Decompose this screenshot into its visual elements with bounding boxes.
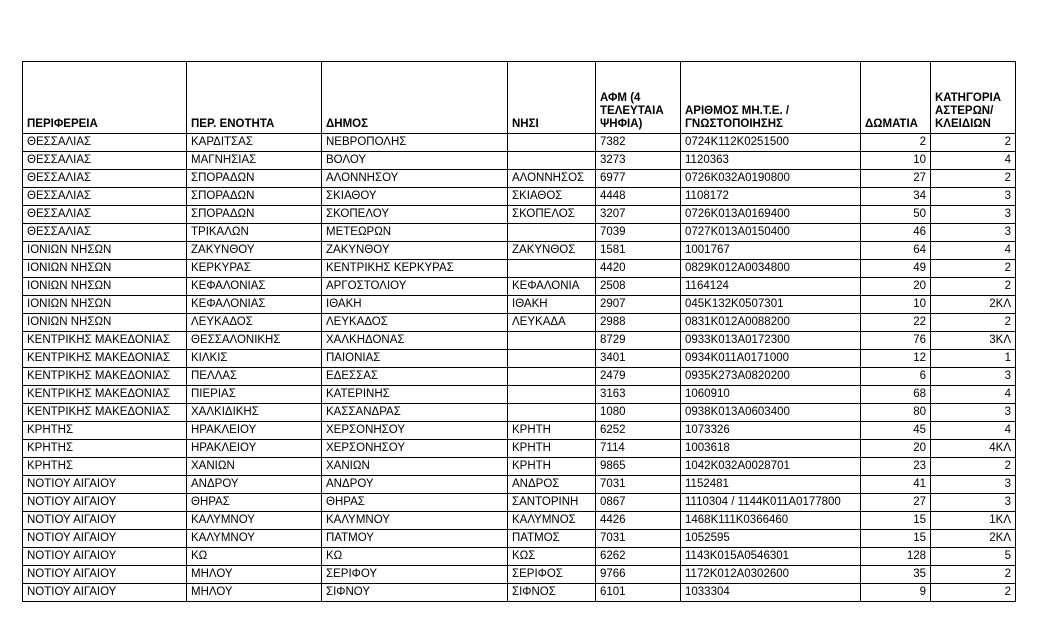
table-row <box>23 206 1016 224</box>
cell-regional-unit: ΜΗΛΟΥ <box>187 566 322 584</box>
table-row <box>23 224 1016 242</box>
cell-rooms: 76 <box>861 332 931 350</box>
table-row <box>23 476 1016 494</box>
cell-regional-unit: ΣΠΟΡΑΔΩΝ <box>187 188 322 206</box>
cell-category: 2 <box>931 134 1016 152</box>
table-row <box>23 152 1016 170</box>
table-row <box>23 170 1016 188</box>
cell-regional-unit: ΠΕΛΛΑΣ <box>187 368 322 386</box>
cell-municipality: ΧΕΡΣΟΝΗΣΟΥ <box>322 422 508 440</box>
cell-regional-unit: ΗΡΑΚΛΕΙΟΥ <box>187 440 322 458</box>
cell-tax-id: 0867 <box>596 494 681 512</box>
cell-tax-id: 6252 <box>596 422 681 440</box>
cell-region: ΝΟΤΙΟΥ ΑΙΓΑΙΟΥ <box>23 494 187 512</box>
cell-registry-number: 1172Κ012Α0302600 <box>681 566 861 584</box>
accommodation-table <box>22 61 1016 602</box>
cell-island: ΖΑΚΥΝΘΟΣ <box>508 242 596 260</box>
table-header-row <box>23 62 1016 134</box>
cell-registry-number: 0935Κ273Α0820200 <box>681 368 861 386</box>
cell-registry-number: 1003618 <box>681 440 861 458</box>
cell-region: ΚΕΝΤΡΙΚΗΣ ΜΑΚΕΔΟΝΙΑΣ <box>23 386 187 404</box>
cell-registry-number: 1033304 <box>681 584 861 602</box>
cell-region: ΝΟΤΙΟΥ ΑΙΓΑΙΟΥ <box>23 548 187 566</box>
cell-regional-unit: ΧΑΝΙΩΝ <box>187 458 322 476</box>
cell-municipality: ΚΑΣΣΑΝΔΡΑΣ <box>322 404 508 422</box>
cell-island <box>508 260 596 278</box>
cell-regional-unit: ΚΕΦΑΛΟΝΙΑΣ <box>187 278 322 296</box>
cell-island <box>508 386 596 404</box>
cell-category: 2 <box>931 584 1016 602</box>
cell-rooms: 15 <box>861 530 931 548</box>
cell-registry-number: 1143Κ015Α0546301 <box>681 548 861 566</box>
cell-regional-unit: ΘΗΡΑΣ <box>187 494 322 512</box>
cell-registry-number: 1152481 <box>681 476 861 494</box>
cell-regional-unit: ΖΑΚΥΝΘΟΥ <box>187 242 322 260</box>
cell-island <box>508 368 596 386</box>
cell-registry-number: 0831Κ012Α0088200 <box>681 314 861 332</box>
cell-municipality: ΘΗΡΑΣ <box>322 494 508 512</box>
table-row <box>23 494 1016 512</box>
cell-category: 4ΚΛ <box>931 440 1016 458</box>
cell-island: ΚΑΛΥΜΝΟΣ <box>508 512 596 530</box>
cell-regional-unit: ΚΕΡΚΥΡΑΣ <box>187 260 322 278</box>
table-row <box>23 422 1016 440</box>
cell-municipality: ΑΡΓΟΣΤΟΛΙΟΥ <box>322 278 508 296</box>
cell-region: ΙΟΝΙΩΝ ΝΗΣΩΝ <box>23 314 187 332</box>
cell-rooms: 41 <box>861 476 931 494</box>
cell-category: 2 <box>931 566 1016 584</box>
table-row <box>23 332 1016 350</box>
cell-island: ΚΡΗΤΗ <box>508 458 596 476</box>
cell-region: ΚΡΗΤΗΣ <box>23 458 187 476</box>
cell-regional-unit: ΚΕΦΑΛΟΝΙΑΣ <box>187 296 322 314</box>
cell-island: ΣΕΡΙΦΟΣ <box>508 566 596 584</box>
cell-island: ΚΕΦΑΛΟΝΙΑ <box>508 278 596 296</box>
cell-rooms: 6 <box>861 368 931 386</box>
cell-tax-id: 9865 <box>596 458 681 476</box>
cell-category: 2 <box>931 458 1016 476</box>
cell-island: ΑΝΔΡΟΣ <box>508 476 596 494</box>
cell-municipality: ΒΟΛΟΥ <box>322 152 508 170</box>
cell-rooms: 68 <box>861 386 931 404</box>
table-row <box>23 512 1016 530</box>
header-regional-unit: ΠΕΡ. ΕΝΟΤΗΤΑ <box>187 62 322 134</box>
cell-island <box>508 404 596 422</box>
table-row <box>23 548 1016 566</box>
cell-island: ΛΕΥΚΑΔΑ <box>508 314 596 332</box>
cell-region: ΝΟΤΙΟΥ ΑΙΓΑΙΟΥ <box>23 530 187 548</box>
cell-region: ΘΕΣΣΑΛΙΑΣ <box>23 206 187 224</box>
cell-registry-number: 0938Κ013Α0603400 <box>681 404 861 422</box>
table-row <box>23 368 1016 386</box>
table-row <box>23 404 1016 422</box>
cell-rooms: 20 <box>861 440 931 458</box>
cell-category: 1ΚΛ <box>931 512 1016 530</box>
cell-registry-number: 1001767 <box>681 242 861 260</box>
cell-regional-unit: ΣΠΟΡΑΔΩΝ <box>187 206 322 224</box>
cell-registry-number: 1468Κ111Κ0366460 <box>681 512 861 530</box>
cell-island: ΑΛΟΝΝΗΣΟΣ <box>508 170 596 188</box>
cell-regional-unit: ΧΑΛΚΙΔΙΚΗΣ <box>187 404 322 422</box>
cell-tax-id: 7114 <box>596 440 681 458</box>
cell-municipality: ΙΘΑΚΗ <box>322 296 508 314</box>
cell-tax-id: 1080 <box>596 404 681 422</box>
cell-tax-id: 1581 <box>596 242 681 260</box>
cell-municipality: ΣΕΡΙΦΟΥ <box>322 566 508 584</box>
cell-island: ΙΘΑΚΗ <box>508 296 596 314</box>
cell-registry-number: 1042Κ032Α0028701 <box>681 458 861 476</box>
cell-category: 2 <box>931 278 1016 296</box>
header-municipality: ΔΗΜΟΣ <box>322 62 508 134</box>
header-rooms: ΔΩΜΑΤΙΑ <box>861 62 931 134</box>
header-tax-id: ΑΦΜ (4 ΤΕΛΕΥΤΑΙΑ ΨΗΦΙΑ) <box>596 62 681 134</box>
cell-region: ΘΕΣΣΑΛΙΑΣ <box>23 170 187 188</box>
cell-rooms: 20 <box>861 278 931 296</box>
cell-island <box>508 332 596 350</box>
cell-island <box>508 350 596 368</box>
cell-region: ΚΕΝΤΡΙΚΗΣ ΜΑΚΕΔΟΝΙΑΣ <box>23 368 187 386</box>
table-row <box>23 134 1016 152</box>
cell-category: 2ΚΛ <box>931 530 1016 548</box>
cell-tax-id: 4420 <box>596 260 681 278</box>
cell-municipality: ΖΑΚΥΝΘΟΥ <box>322 242 508 260</box>
cell-municipality: ΣΙΦΝΟΥ <box>322 584 508 602</box>
cell-tax-id: 3401 <box>596 350 681 368</box>
cell-tax-id: 6977 <box>596 170 681 188</box>
table-row <box>23 314 1016 332</box>
cell-category: 5 <box>931 548 1016 566</box>
cell-registry-number: 0724Κ112Κ0251500 <box>681 134 861 152</box>
cell-category: 3 <box>931 404 1016 422</box>
cell-region: ΙΟΝΙΩΝ ΝΗΣΩΝ <box>23 296 187 314</box>
cell-region: ΙΟΝΙΩΝ ΝΗΣΩΝ <box>23 278 187 296</box>
cell-registry-number: 1108172 <box>681 188 861 206</box>
cell-tax-id: 4448 <box>596 188 681 206</box>
cell-category: 3ΚΛ <box>931 332 1016 350</box>
cell-regional-unit: ΜΑΓΝΗΣΙΑΣ <box>187 152 322 170</box>
cell-registry-number: 0726Κ032Α0190800 <box>681 170 861 188</box>
cell-region: ΘΕΣΣΑΛΙΑΣ <box>23 134 187 152</box>
cell-category: 4 <box>931 386 1016 404</box>
cell-municipality: ΛΕΥΚΑΔΟΣ <box>322 314 508 332</box>
cell-region: ΘΕΣΣΑΛΙΑΣ <box>23 152 187 170</box>
cell-category: 2ΚΛ <box>931 296 1016 314</box>
cell-island: ΣΚΙΑΘΟΣ <box>508 188 596 206</box>
cell-municipality: ΧΕΡΣΟΝΗΣΟΥ <box>322 440 508 458</box>
header-island: ΝΗΣΙ <box>508 62 596 134</box>
cell-category: 3 <box>931 224 1016 242</box>
cell-tax-id: 2988 <box>596 314 681 332</box>
cell-island <box>508 152 596 170</box>
cell-registry-number: 1073326 <box>681 422 861 440</box>
cell-region: ΙΟΝΙΩΝ ΝΗΣΩΝ <box>23 260 187 278</box>
cell-category: 4 <box>931 422 1016 440</box>
cell-municipality: ΜΕΤΕΩΡΩΝ <box>322 224 508 242</box>
cell-tax-id: 9766 <box>596 566 681 584</box>
cell-regional-unit: ΣΠΟΡΑΔΩΝ <box>187 170 322 188</box>
cell-island <box>508 224 596 242</box>
cell-rooms: 27 <box>861 170 931 188</box>
cell-rooms: 64 <box>861 242 931 260</box>
cell-rooms: 45 <box>861 422 931 440</box>
cell-registry-number: 0933Κ013Α0172300 <box>681 332 861 350</box>
cell-tax-id: 2508 <box>596 278 681 296</box>
cell-regional-unit: ΚΙΛΚΙΣ <box>187 350 322 368</box>
cell-tax-id: 4426 <box>596 512 681 530</box>
cell-municipality: ΣΚΙΑΘΟΥ <box>322 188 508 206</box>
cell-regional-unit: ΗΡΑΚΛΕΙΟΥ <box>187 422 322 440</box>
cell-island <box>508 134 596 152</box>
table-row <box>23 458 1016 476</box>
cell-tax-id: 7031 <box>596 530 681 548</box>
cell-category: 2 <box>931 260 1016 278</box>
cell-municipality: ΚΑΤΕΡΙΝΗΣ <box>322 386 508 404</box>
cell-region: ΚΡΗΤΗΣ <box>23 422 187 440</box>
table-row <box>23 530 1016 548</box>
cell-region: ΝΟΤΙΟΥ ΑΙΓΑΙΟΥ <box>23 566 187 584</box>
cell-registry-number: 1110304 / 1144Κ011Α0177800 <box>681 494 861 512</box>
cell-municipality: ΧΑΝΙΩΝ <box>322 458 508 476</box>
cell-tax-id: 2479 <box>596 368 681 386</box>
cell-regional-unit: ΚΑΛΥΜΝΟΥ <box>187 512 322 530</box>
cell-island: ΠΑΤΜΟΣ <box>508 530 596 548</box>
cell-rooms: 10 <box>861 152 931 170</box>
cell-category: 2 <box>931 314 1016 332</box>
cell-category: 3 <box>931 476 1016 494</box>
cell-registry-number: 1120363 <box>681 152 861 170</box>
cell-regional-unit: ΠΙΕΡΙΑΣ <box>187 386 322 404</box>
cell-rooms: 80 <box>861 404 931 422</box>
header-region: ΠΕΡΙΦΕΡΕΙΑ <box>23 62 187 134</box>
cell-region: ΚΡΗΤΗΣ <box>23 440 187 458</box>
table-row <box>23 296 1016 314</box>
cell-region: ΚΕΝΤΡΙΚΗΣ ΜΑΚΕΔΟΝΙΑΣ <box>23 332 187 350</box>
cell-municipality: ΚΩ <box>322 548 508 566</box>
cell-rooms: 34 <box>861 188 931 206</box>
table-body <box>23 134 1016 602</box>
table-row <box>23 566 1016 584</box>
cell-regional-unit: ΛΕΥΚΑΔΟΣ <box>187 314 322 332</box>
cell-tax-id: 6262 <box>596 548 681 566</box>
cell-tax-id: 6101 <box>596 584 681 602</box>
cell-tax-id: 8729 <box>596 332 681 350</box>
cell-regional-unit: ΚΑΡΔΙΤΣΑΣ <box>187 134 322 152</box>
table-row <box>23 260 1016 278</box>
cell-island: ΚΡΗΤΗ <box>508 422 596 440</box>
cell-rooms: 23 <box>861 458 931 476</box>
cell-municipality: ΧΑΛΚΗΔΟΝΑΣ <box>322 332 508 350</box>
cell-region: ΙΟΝΙΩΝ ΝΗΣΩΝ <box>23 242 187 260</box>
cell-regional-unit: ΚΩ <box>187 548 322 566</box>
cell-island: ΣΙΦΝΟΣ <box>508 584 596 602</box>
cell-registry-number: 1164124 <box>681 278 861 296</box>
cell-rooms: 46 <box>861 224 931 242</box>
cell-category: 3 <box>931 368 1016 386</box>
cell-municipality: ΝΕΒΡΟΠΟΛΗΣ <box>322 134 508 152</box>
cell-category: 2 <box>931 170 1016 188</box>
cell-rooms: 22 <box>861 314 931 332</box>
cell-rooms: 2 <box>861 134 931 152</box>
cell-tax-id: 7039 <box>596 224 681 242</box>
cell-registry-number: 0727Κ013Α0150400 <box>681 224 861 242</box>
table-row <box>23 278 1016 296</box>
cell-rooms: 9 <box>861 584 931 602</box>
cell-tax-id: 7031 <box>596 476 681 494</box>
cell-municipality: ΚΕΝΤΡΙΚΗΣ ΚΕΡΚΥΡΑΣ <box>322 260 508 278</box>
cell-registry-number: 1052595 <box>681 530 861 548</box>
cell-municipality: ΠΑΙΟΝΙΑΣ <box>322 350 508 368</box>
cell-registry-number: 0829Κ012Α0034800 <box>681 260 861 278</box>
header-registry-number: ΑΡΙΘΜΟΣ ΜΗ.Τ.Ε. / ΓΝΩΣΤΟΠΟΙΗΣΗΣ <box>681 62 861 134</box>
cell-registry-number: 045Κ132Κ0507301 <box>681 296 861 314</box>
cell-rooms: 12 <box>861 350 931 368</box>
table-row <box>23 440 1016 458</box>
table-row <box>23 350 1016 368</box>
cell-region: ΘΕΣΣΑΛΙΑΣ <box>23 224 187 242</box>
cell-island: ΣΑΝΤΟΡΙΝΗ <box>508 494 596 512</box>
cell-municipality: ΚΑΛΥΜΝΟΥ <box>322 512 508 530</box>
cell-rooms: 15 <box>861 512 931 530</box>
cell-regional-unit: ΑΝΔΡΟΥ <box>187 476 322 494</box>
cell-rooms: 128 <box>861 548 931 566</box>
cell-municipality: ΣΚΟΠΕΛΟΥ <box>322 206 508 224</box>
cell-registry-number: 0934Κ011Α0171000 <box>681 350 861 368</box>
cell-category: 1 <box>931 350 1016 368</box>
cell-tax-id: 3207 <box>596 206 681 224</box>
cell-regional-unit: ΚΑΛΥΜΝΟΥ <box>187 530 322 548</box>
table-row <box>23 242 1016 260</box>
cell-regional-unit: ΤΡΙΚΑΛΩΝ <box>187 224 322 242</box>
cell-region: ΝΟΤΙΟΥ ΑΙΓΑΙΟΥ <box>23 584 187 602</box>
cell-category: 3 <box>931 188 1016 206</box>
cell-municipality: ΠΑΤΜΟΥ <box>322 530 508 548</box>
cell-region: ΘΕΣΣΑΛΙΑΣ <box>23 188 187 206</box>
cell-island: ΚΡΗΤΗ <box>508 440 596 458</box>
cell-rooms: 49 <box>861 260 931 278</box>
cell-tax-id: 3273 <box>596 152 681 170</box>
cell-rooms: 10 <box>861 296 931 314</box>
cell-tax-id: 7382 <box>596 134 681 152</box>
cell-category: 3 <box>931 494 1016 512</box>
cell-region: ΚΕΝΤΡΙΚΗΣ ΜΑΚΕΔΟΝΙΑΣ <box>23 350 187 368</box>
cell-island: ΣΚΟΠΕΛΟΣ <box>508 206 596 224</box>
cell-region: ΝΟΤΙΟΥ ΑΙΓΑΙΟΥ <box>23 512 187 530</box>
cell-region: ΚΕΝΤΡΙΚΗΣ ΜΑΚΕΔΟΝΙΑΣ <box>23 404 187 422</box>
cell-rooms: 35 <box>861 566 931 584</box>
cell-regional-unit: ΘΕΣΣΑΛΟΝΙΚΗΣ <box>187 332 322 350</box>
cell-region: ΝΟΤΙΟΥ ΑΙΓΑΙΟΥ <box>23 476 187 494</box>
cell-category: 4 <box>931 242 1016 260</box>
cell-rooms: 50 <box>861 206 931 224</box>
cell-category: 3 <box>931 206 1016 224</box>
cell-municipality: ΑΝΔΡΟΥ <box>322 476 508 494</box>
cell-island: ΚΩΣ <box>508 548 596 566</box>
table-row <box>23 386 1016 404</box>
header-category: ΚΑΤΗΓΟΡΙΑ ΑΣΤΕΡΩΝ/ ΚΛΕΙΔΙΩΝ <box>931 62 1016 134</box>
cell-tax-id: 2907 <box>596 296 681 314</box>
cell-regional-unit: ΜΗΛΟΥ <box>187 584 322 602</box>
cell-municipality: ΕΔΕΣΣΑΣ <box>322 368 508 386</box>
table-row <box>23 584 1016 602</box>
cell-tax-id: 3163 <box>596 386 681 404</box>
cell-registry-number: 0726Κ013Α0169400 <box>681 206 861 224</box>
cell-category: 4 <box>931 152 1016 170</box>
cell-municipality: ΑΛΟΝΝΗΣΟΥ <box>322 170 508 188</box>
table-row <box>23 188 1016 206</box>
cell-rooms: 27 <box>861 494 931 512</box>
cell-registry-number: 1060910 <box>681 386 861 404</box>
